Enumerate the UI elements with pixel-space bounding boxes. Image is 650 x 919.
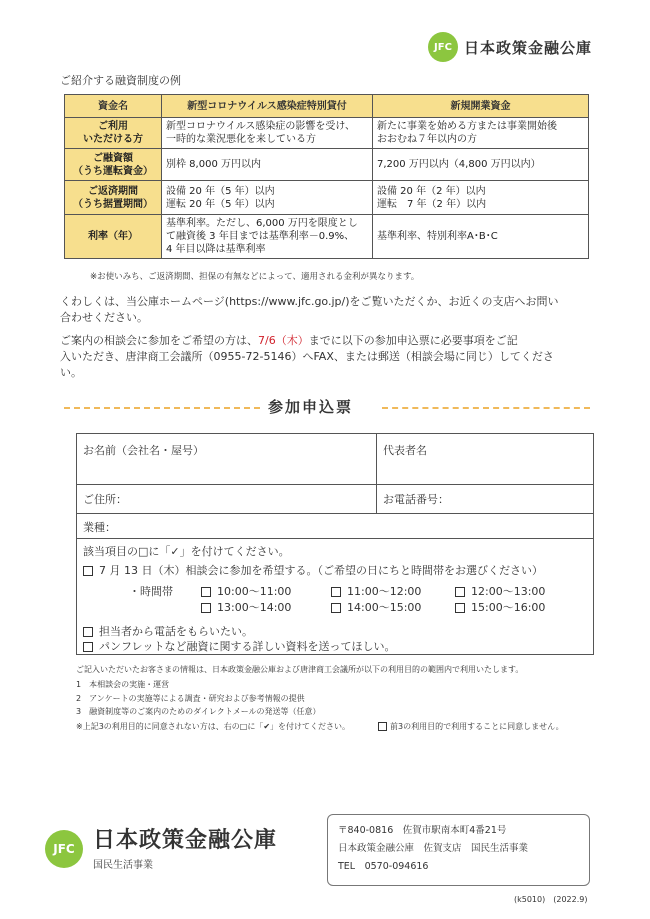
time-slot-option[interactable]: 15:00～16:00 (455, 599, 545, 615)
table-cell: 別枠 8,000 万円以内 (162, 149, 373, 181)
option-call[interactable]: 担当者から電話をもらいたい。 (83, 623, 253, 639)
table-cell: 新たに事業を始める方または事業開始後 おおむね７年以内の方 (373, 118, 589, 149)
jfc-logo-icon: JFC (428, 32, 458, 62)
footer-org-name: 日本政策金融公庫 (93, 828, 278, 853)
row-divider (77, 538, 593, 539)
row-label: ご融資額 （うち運転資金） (65, 149, 162, 181)
divider-right (382, 407, 590, 409)
table-cell: 設備 20 年（2 年）以内 運転 7 年（2 年）以内 (373, 181, 589, 215)
time-slot-option[interactable]: 12:00～13:00 (455, 583, 545, 599)
phone-field[interactable]: お電話番号： (383, 493, 449, 506)
divider-left (64, 407, 260, 409)
row-label: ご返済期間 （うち据置期間） (65, 181, 162, 215)
form-title: 参加申込票 (268, 398, 354, 416)
table-row (65, 215, 589, 259)
branch-line: 日本政策金融公庫 佐賀支店 国民生活事業 (338, 843, 529, 854)
option-brochure[interactable]: パンフレットなど融資に関する詳しい資料を送ってほしい。 (83, 638, 395, 654)
privacy-note: ※上記3の利用目的に同意されない方は、右の□に「✔」を付けてください。 (76, 722, 351, 731)
table-cell: 基準利率。ただし、6,000 万円を限度とし て融資後 3 年目までは基準利率－0.9%、 4 年目以降は基準利率 (162, 215, 373, 259)
name-field[interactable]: お名前（会社名・屋号） (83, 444, 204, 457)
checkbox-instruction: 該当項目の□に「✓」を付けてください。 (83, 545, 290, 558)
consent-checkbox[interactable] (378, 722, 387, 731)
table-header: 新型コロナウイルス感染症特別貸付 (162, 95, 373, 118)
table-row (65, 149, 589, 181)
table-note: ※お使いみち、ご返済期間、担保の有無などによって、適用される金利が異なります。 (90, 272, 420, 282)
header-logo (428, 32, 592, 62)
brochure-checkbox[interactable] (83, 642, 93, 652)
header-org-name: 日本政策金融公庫 (464, 38, 593, 57)
document-code: (k5010) (2022.9) (514, 895, 588, 904)
application-paragraph: ご案内の相談会に参加をご希望の方は、7/6（木）までに以下の参加申込票に必要事項をご記 入いただき、唐津商工会議所（0955-72-5146）へFAX、または郵送（相談会場に同じ）してくださ い。 (60, 334, 554, 379)
call-checkbox[interactable] (83, 627, 93, 637)
option-attend[interactable]: 7 月 13 日（木）相談会に参加を希望する。（ご希望の日にちと時間帯をお選びください） (83, 562, 543, 578)
privacy-item: 1 本相談会の実施・運営 (76, 680, 170, 689)
time-slot-option[interactable]: 14:00～15:00 (331, 599, 421, 615)
row-divider (77, 484, 593, 485)
tel-line: TEL 0570-094616 (338, 861, 429, 872)
privacy-item: 3 融資制度等のご案内のためのダイレクトメールの発送等（任意） (76, 707, 321, 716)
privacy-consent[interactable]: 前3の利用目的で利用することに同意しません。 (378, 721, 564, 732)
row-label: 利率（年） (65, 215, 162, 259)
table-header-row (65, 95, 589, 118)
attend-checkbox[interactable] (83, 566, 93, 576)
jfc-logo-icon: JFC (45, 830, 83, 868)
address-box (327, 814, 590, 886)
address-line: 〒840-0816 佐賀市駅南本町4番21号 (338, 825, 507, 836)
row-divider (77, 513, 593, 514)
time-slot-option[interactable]: 11:00～12:00 (331, 583, 421, 599)
table-header: 資金名 (65, 95, 162, 118)
info-paragraph: くわしくは、当公庫ホームページ(https://www.jfc.go.jp/)をご覧いただくか、お近くの支店へお問い 合わせください。 (60, 295, 559, 324)
table-cell: 新型コロナウイルス感染症の影響を受け、 一時的な業況悪化を来している方 (162, 118, 373, 149)
privacy-item: 2 アンケートの実施等による調査・研究および参考情報の提供 (76, 694, 305, 703)
privacy-intro: ご記入いただいたお客さまの情報は、日本政策金融公庫および唐津商工会議所が以下の利用目的の範囲内で利用いたします。 (76, 665, 524, 674)
application-form (76, 433, 594, 655)
column-divider (376, 434, 377, 513)
deadline-date: 7/6（木） (258, 334, 309, 347)
section-title: ご紹介する融資制度の例 (60, 74, 181, 87)
representative-field[interactable]: 代表者名 (383, 444, 427, 457)
industry-field[interactable]: 業種： (83, 521, 116, 534)
time-slot-option[interactable]: 10:00～11:00 (201, 583, 291, 599)
row-label: ご利用 いただける方 (65, 118, 162, 149)
loan-table (64, 94, 589, 259)
time-slot-option[interactable]: 13:00～14:00 (201, 599, 291, 615)
footer-logo (45, 828, 277, 871)
table-row (65, 118, 589, 149)
table-cell: 基準利率、特別利率A･B･C (373, 215, 589, 259)
table-cell: 設備 20 年（5 年）以内 運転 20 年（5 年）以内 (162, 181, 373, 215)
table-cell: 7,200 万円以内（4,800 万円以内） (373, 149, 589, 181)
table-row (65, 181, 589, 215)
address-field[interactable]: ご住所： (83, 493, 127, 506)
footer-division: 国民生活事業 (93, 860, 153, 871)
table-header: 新規開業資金 (373, 95, 589, 118)
time-slot-label: ・時間帯 (129, 585, 173, 598)
